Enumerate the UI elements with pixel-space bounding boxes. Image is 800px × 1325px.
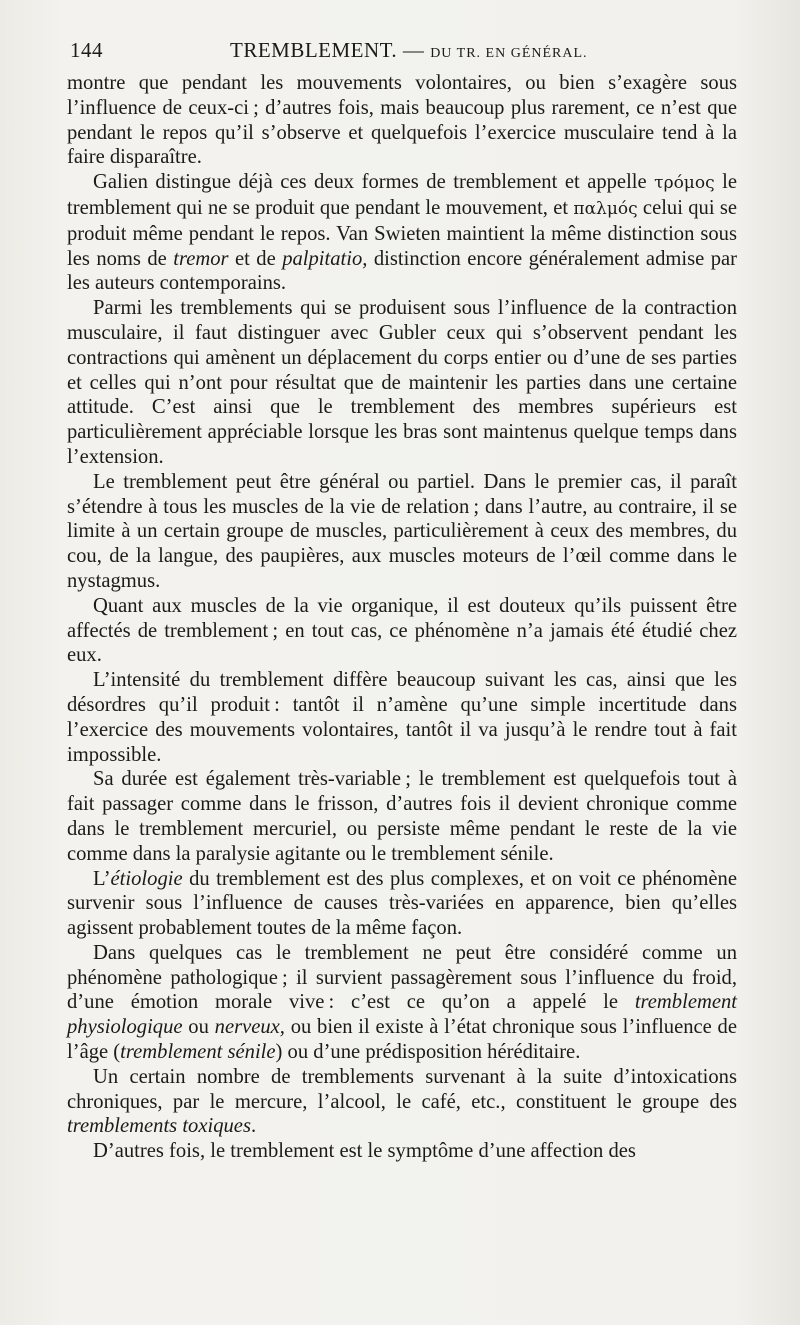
running-title-main: TREMBLEMENT. — bbox=[230, 38, 431, 62]
text-run: . bbox=[250, 1115, 257, 1138]
italic-term: palpitatio, bbox=[282, 247, 368, 270]
page-header bbox=[70, 38, 736, 68]
italic-term: tremblement physiologique bbox=[67, 991, 737, 1039]
running-title-sub: DU TR. EN GÉNÉRAL. bbox=[430, 46, 588, 61]
text-run: Dans quelques cas le tremblement ne peut être considéré comme un phénomène pathologique ; il survient passagèrement sous l’influence du froid, d’une émotion morale vive : c’est ce qu’on a appelé le bbox=[67, 941, 737, 1014]
paragraph bbox=[67, 170, 737, 296]
page-number: 144 bbox=[70, 38, 103, 62]
paragraph: D’autres fois, le tremblement est le symptôme d’une affection des bbox=[93, 1140, 636, 1163]
italic-term: tremblement sénile bbox=[120, 1041, 276, 1064]
paragraph: Sa durée est également très-variable ; le tremblement est quelquefois tout à fait passager comme dans le frisson, d’autres fois il devient chronique comme dans le tremblement mercuriel, ou persiste même pendant le reste de la vie comme dans la paralysie agitante ou le tremblement sénile. bbox=[67, 768, 737, 865]
running-title bbox=[230, 38, 588, 63]
text-run: distinction encore généralement admise par les auteurs contemporains. bbox=[67, 247, 737, 295]
greek-term-tromos: τρόμος bbox=[654, 173, 715, 194]
text-run: le tremblement qui ne se produit que pendant le mouvement, et bbox=[67, 171, 737, 219]
paragraph bbox=[67, 1065, 737, 1139]
text-run: ) ou d’une prédisposition héréditaire. bbox=[275, 1041, 581, 1064]
paragraph: Le tremblement peut être général ou partiel. Dans le premier cas, il paraît s’étendre à tous les muscles de la vie de relation ; dans l’autre, au contraire, il se limite à un certain groupe de muscles, particulièrement à ceux des membres, du cou, de la langue, des paupières, aux muscles moteurs de l’œil comme dans le nystagmus. bbox=[67, 470, 737, 592]
italic-term: nerveux, bbox=[214, 1016, 285, 1039]
text-run: ou bien il existe à l’état chronique sous l’influence de l’âge ( bbox=[67, 1016, 737, 1064]
body-text bbox=[67, 71, 737, 1164]
text-run: du tremblement est des plus complexes, et on voit ce phénomène survenir sous l’influence de causes très-variées en apparence, bien qu’elles agissent probablement toutes de la même façon. bbox=[67, 867, 737, 940]
paragraph: montre que pendant les mouvements volontaires, ou bien s’exagère sous l’influence de ceux-ci ; d’autres fois, mais beaucoup plus rarement, ce n’est que pendant le repos qu’il s’observe et quelquefois l’exercice musculaire tend à la faire disparaître. bbox=[67, 72, 737, 169]
text-run: et de bbox=[228, 247, 283, 270]
text-run: celui qui se produit même pendant le repos. Van Swieten maintient la même distinction sous les noms de bbox=[67, 196, 738, 270]
text-run: Galien distingue déjà ces deux formes de tremblement et appelle bbox=[93, 171, 655, 194]
paragraph: Parmi les tremblements qui se produisent sous l’influence de la contraction musculaire, il faut distinguer avec Gubler ceux qui s’observent pendant les contractions qui amènent un déplacement du corps entier ou d’une de ses parties et celles qui n’ont pour résultat que de maintenir les parties dans une certaine attitude. C’est ainsi que le tremblement des membres supérieurs est particulièrement appréciable lorsque les bras sont maintenus quelque temps dans l’extension. bbox=[67, 297, 737, 468]
paragraph: Quant aux muscles de la vie organique, il est douteux qu’ils puissent être affectés de tremblement ; en tout cas, ce phénomène n’a jamais été étudié chez eux. bbox=[67, 594, 737, 667]
text-run: ou bbox=[182, 1016, 215, 1039]
text-run: L’ bbox=[93, 867, 111, 890]
greek-term-palmos: παλμός bbox=[573, 198, 638, 219]
italic-term: tremblements toxiques bbox=[67, 1115, 251, 1138]
paragraph bbox=[67, 867, 737, 941]
italic-term: étiologie bbox=[110, 867, 183, 890]
italic-term: tremor bbox=[173, 247, 229, 270]
paragraph: L’intensité du tremblement diffère beaucoup suivant les cas, ainsi que les désordres qu’il produit : tantôt il n’amène qu’une simple incertitude dans l’exercice des mouvements volontaires, tantôt il va jusqu’à le rendre tout à fait impossible. bbox=[67, 669, 737, 766]
text-run: Un certain nombre de tremblements survenant à la suite d’intoxications chroniques, par le mercure, l’alcool, le café, etc., constituent le groupe des bbox=[67, 1065, 737, 1113]
paragraph bbox=[67, 941, 737, 1065]
